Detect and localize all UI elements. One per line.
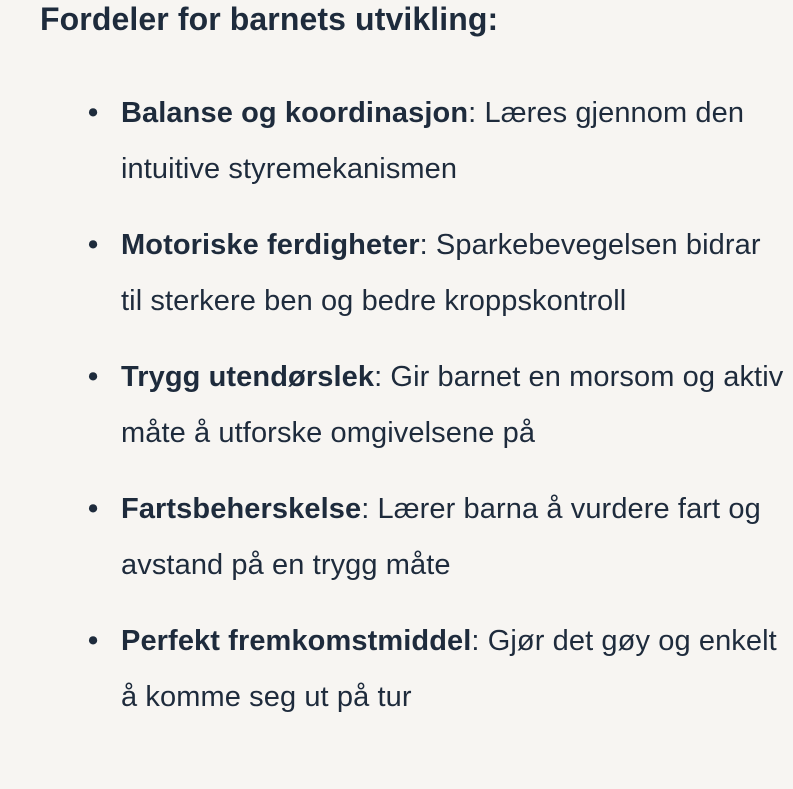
benefit-term: Trygg utendørslek (121, 361, 375, 393)
benefit-term: Balanse og koordinasjon (121, 97, 469, 129)
benefit-item-outdoor-play (88, 349, 786, 461)
benefit-term: Motoriske ferdigheter (121, 229, 420, 261)
benefit-description: : Sparkebevegelsen bidrar til sterkere ben og bedre kroppskontroll (121, 229, 761, 317)
section-heading: Fordeler for barnets utvikling: (40, 1, 499, 37)
benefit-description: : Gir barnet en morsom og aktiv måte å utforske omgivelsene på (121, 361, 784, 449)
benefit-description: : Læres gjennom den intuitive styremekanismen (121, 97, 745, 185)
benefit-description: : Lærer barna å vurdere fart og avstand på en trygg måte (121, 493, 761, 581)
bullet-icon: • (88, 229, 99, 261)
benefit-term: Perfekt fremkomstmiddel (121, 625, 472, 657)
benefit-item-motor-skills (88, 217, 786, 329)
benefit-item-balance (88, 85, 786, 197)
bullet-icon: • (88, 97, 99, 129)
benefit-term: Fartsbeherskelse (121, 493, 362, 525)
benefit-description: : Gjør det gøy og enkelt å komme seg ut på tur (121, 625, 777, 713)
bullet-icon: • (88, 625, 99, 657)
benefits-list (88, 85, 786, 745)
bullet-icon: • (88, 361, 99, 393)
bullet-icon: • (88, 493, 99, 525)
benefit-item-transport (88, 613, 786, 725)
benefit-item-speed-control (88, 481, 786, 593)
